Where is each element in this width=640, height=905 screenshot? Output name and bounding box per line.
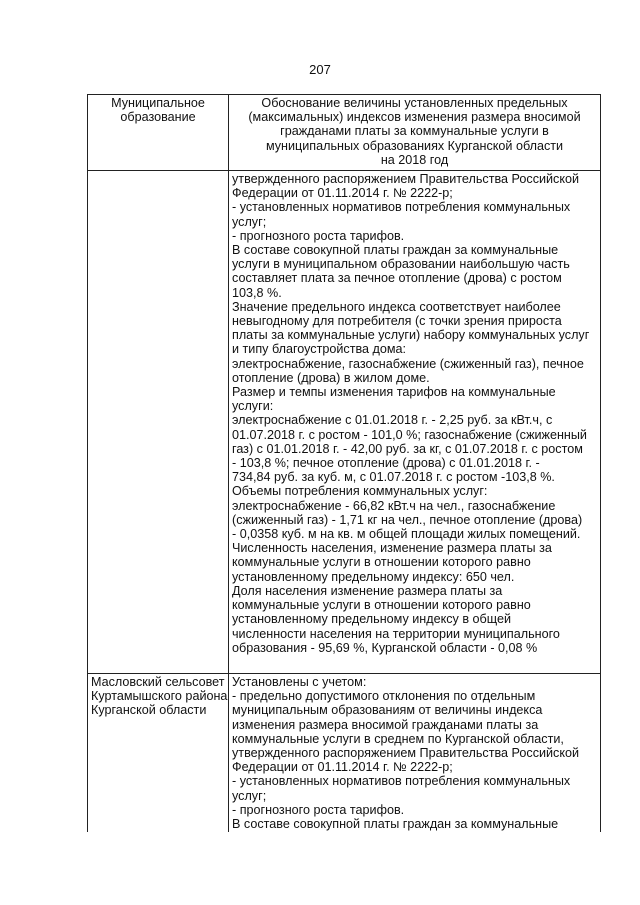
text-line: платы за коммунальные услуги) набору коммунальных услуг: [232, 328, 590, 343]
text-line: электроснабжение с 01.01.2018 г. - 2,25 руб. за кВт.ч, с: [232, 413, 553, 428]
text-line: невыгодному для потребителя (с точки зрения прироста: [232, 314, 562, 329]
justification-cell: [229, 171, 601, 674]
table-header-row: [88, 95, 601, 171]
header-line: Обоснование величины установленных предельных: [261, 96, 568, 110]
text-line: услуг;: [232, 788, 267, 803]
text-line: утвержденного распоряжением Правительства Российской: [232, 172, 580, 186]
header-line: (максимальных) индексов изменения размера вносимой: [248, 110, 581, 125]
text-line: коммунальные услуги в отношении которого равно: [232, 555, 531, 570]
text-line: коммунальные услуги в отношении которого равно: [232, 598, 531, 613]
text-line: Объемы потребления коммунальных услуг:: [232, 484, 488, 499]
text-line: установленному предельному индексу: 650 чел.: [232, 569, 515, 584]
text-line: Доля населения изменение размера платы за: [232, 583, 503, 598]
municipality-cell: [88, 674, 229, 833]
text-line: - прогнозного роста тарифов.: [232, 802, 405, 817]
text-line: 734,84 руб. за куб. м, с 01.07.2018 г. с ростом -103,8 %.: [232, 470, 555, 485]
text-line: - предельно допустимого отклонения по отдельным: [232, 689, 536, 704]
text-line: отопление (дрова) в жилом доме.: [232, 370, 430, 385]
header-justification: [229, 95, 601, 171]
text-line: - 103,8 %; печное отопление (дрова) с 01.01.2018 г. -: [232, 456, 540, 471]
text-line: В составе совокупной платы граждан за коммунальные: [232, 817, 559, 832]
justification-cell: [229, 674, 601, 833]
text-line: установленному предельному индексу в общей: [232, 612, 512, 627]
text-line: муниципальным образованиям от величины индекса: [232, 703, 543, 718]
table-row: [88, 674, 601, 833]
municipality-line: Масловский сельсовет: [91, 675, 225, 689]
text-line: утвержденного распоряжением Правительства Российской: [232, 746, 580, 761]
text-line: изменения размера вносимой гражданами платы за: [232, 717, 539, 732]
text-line: численности населения на территории муниципального: [232, 626, 560, 641]
text-line: В составе совокупной платы граждан за коммунальные: [232, 243, 559, 258]
text-line: - установленных нормативов потребления коммунальных: [232, 774, 571, 789]
text-line: Федерации от 01.11.2014 г. № 2222-р;: [232, 186, 453, 201]
text-line: - 0,0358 куб. м на кв. м общей площади жилых помещений.: [232, 527, 581, 542]
text-line: Размер и темпы изменения тарифов на коммунальные: [232, 385, 556, 400]
header-line: образование: [120, 110, 196, 125]
text-line: услуги в муниципальном образовании наибольшую часть: [232, 257, 570, 272]
text-line: (сжиженный газ) - 1,71 кг на чел., печное отопление (дрова): [232, 512, 583, 527]
text-line: и типу благоустройства дома:: [232, 342, 407, 357]
text-line: образования - 95,69 %, Курганской области - 0,08 %: [232, 640, 538, 655]
text-line: 103,8 %.: [232, 285, 282, 300]
text-line: - прогнозного роста тарифов.: [232, 228, 405, 243]
table-row: [88, 171, 601, 674]
text-line: составляет плата за печное отопление (дрова) с ростом: [232, 271, 562, 286]
text-line: услуг;: [232, 214, 267, 229]
header-line: на 2018 год: [380, 152, 449, 167]
municipality-cell: [88, 171, 229, 674]
text-line: электроснабжение, газоснабжение (сжиженный газ), печное: [232, 356, 584, 371]
text-line: коммунальные услуги в среднем по Курганской области,: [232, 731, 564, 746]
text-line: Значение предельного индекса соответствует наиболее: [232, 299, 561, 314]
justification-table: [87, 94, 601, 832]
text-line: Численность населения, изменение размера платы за: [232, 541, 552, 556]
text-line: - установленных нормативов потребления коммунальных: [232, 200, 571, 215]
municipality-line: Курганской области: [91, 703, 207, 718]
text-line: Федерации от 01.11.2014 г. № 2222-р;: [232, 760, 453, 775]
text-line: электроснабжение - 66,82 кВт.ч на чел., газоснабжение: [232, 498, 556, 513]
page-number: 207: [309, 62, 331, 77]
text-line: Установлены с учетом:: [232, 675, 367, 689]
header-line: Муниципальное: [111, 96, 205, 110]
municipality-line: Куртамышского района: [91, 689, 228, 704]
text-line: 01.07.2018 г. с ростом - 101,0 %; газоснабжение (сжиженный: [232, 427, 587, 442]
header-line: муниципальных образованиях Курганской области: [265, 138, 564, 153]
text-line: услуги:: [232, 399, 274, 414]
header-municipality: [88, 95, 229, 171]
text-line: газ) с 01.01.2018 г. - 42,00 руб. за кг, с 01.07.2018 г. с ростом: [232, 441, 583, 456]
header-line: гражданами платы за коммунальные услуги в: [280, 124, 549, 139]
